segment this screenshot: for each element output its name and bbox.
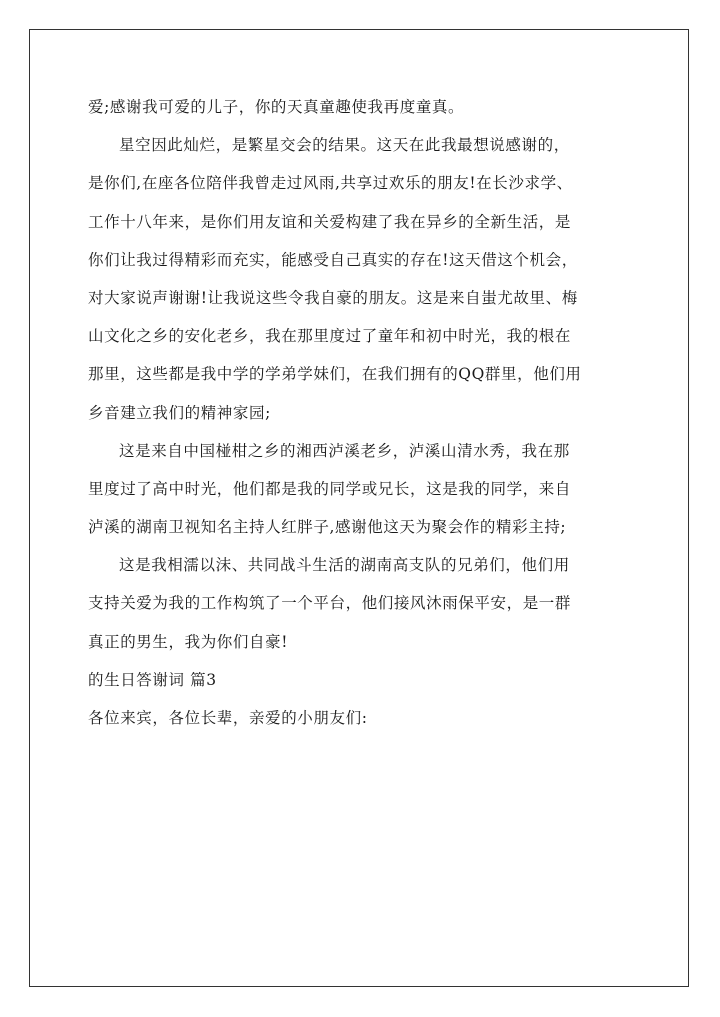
text-line-6: 对大家说声谢谢!让我说这些令我自豪的朋友。这是来自蚩尤故里、梅 — [88, 288, 578, 307]
text-line-2: 星空因此灿烂，是繁星交会的结果。这天在此我最想说感谢的， — [119, 136, 570, 155]
text-line-11: 里度过了高中时光，他们都是我的同学或兄长，这是我的同学，来自 — [88, 479, 572, 498]
text-line-12: 泸溪的湖南卫视知名主持人红胖子,感谢他这天为聚会作的精彩主持; — [88, 518, 567, 537]
text-line-14: 支持关爱为我的工作构筑了一个平台，他们接风沐雨保平安，是一群 — [88, 594, 572, 613]
text-line-7: 山文化之乡的安化老乡，我在那里度过了童年和初中时光，我的根在 — [88, 327, 572, 346]
text-line-5: 你们让我过得精彩而充实，能感受自己真实的存在!这天借这个机会， — [88, 250, 578, 269]
text-line-17: 各位来宾，各位长辈，亲爱的小朋友们: — [88, 709, 368, 727]
text-line-4: 工作十八年来，是你们用友谊和关爱构建了我在异乡的全新生活，是 — [88, 212, 572, 231]
text-line-3: 是你们,在座各位陪伴我曾走过风雨,共享过欢乐的朋友!在长沙求学、 — [88, 174, 573, 193]
text-line-9: 乡音建立我们的精神家园; — [88, 403, 271, 422]
text-line-1: 爱;感谢我可爱的儿子，你的天真童趣使我再度童真。 — [88, 98, 465, 116]
document-body — [88, 88, 636, 737]
text-line-10: 这是来自中国椪柑之乡的湘西泸溪老乡，泸溪山清水秀，我在那 — [119, 441, 570, 460]
text-line-15: 真正的男生，我为你们自豪! — [88, 632, 289, 651]
text-line-13: 这是我相濡以沫、共同战斗生活的湖南高支队的兄弟们，他们用 — [119, 556, 570, 575]
section-heading: 的生日答谢词 篇3 — [88, 670, 217, 689]
text-line-8: 那里，这些都是我中学的学弟学妹们，在我们拥有的QQ群里，他们用 — [88, 365, 582, 384]
